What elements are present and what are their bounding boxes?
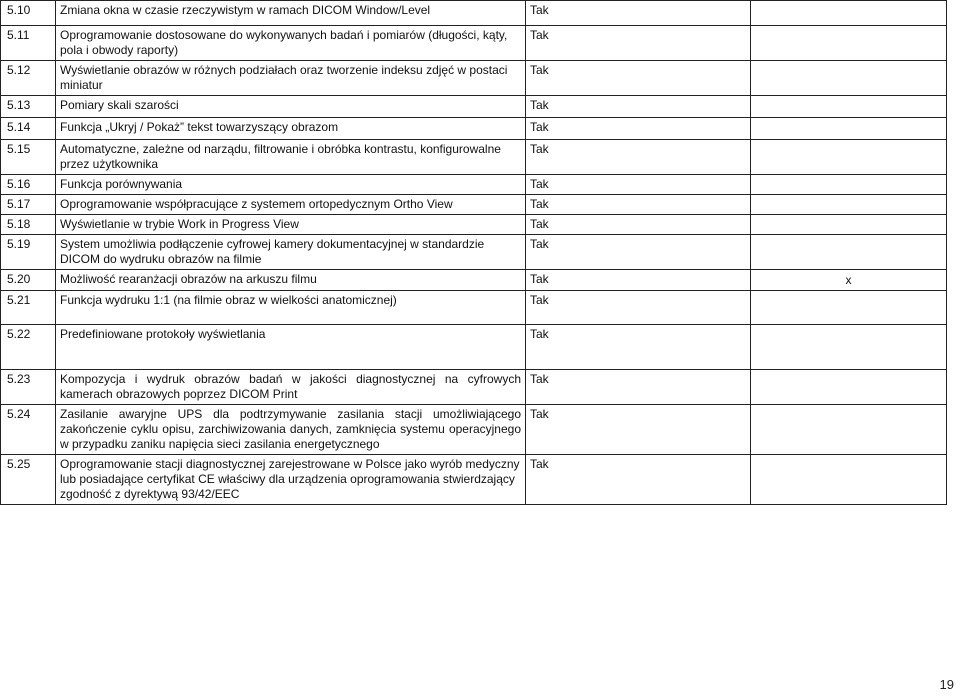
row-extra bbox=[751, 175, 947, 195]
row-extra: x bbox=[751, 270, 947, 291]
row-value: Tak bbox=[526, 291, 751, 325]
row-description: Oprogramowanie współpracujące z systemem ortopedycznym Ortho View bbox=[56, 195, 526, 215]
row-number: 5.15 bbox=[1, 140, 56, 175]
table-row bbox=[1, 96, 947, 118]
row-value: Tak bbox=[526, 195, 751, 215]
row-extra bbox=[751, 1, 947, 26]
row-number: 5.20 bbox=[1, 270, 56, 291]
row-extra bbox=[751, 96, 947, 118]
table-row bbox=[1, 270, 947, 291]
row-extra bbox=[751, 405, 947, 455]
row-description: Automatyczne, zależne od narządu, filtrowanie i obróbka kontrastu, konfigurowalne przez użytkownika bbox=[56, 140, 526, 175]
row-value: Tak bbox=[526, 96, 751, 118]
row-description: Oprogramowanie dostosowane do wykonywanych badań i pomiarów (długości, kąty, pola i obwody raporty) bbox=[56, 26, 526, 61]
table-row bbox=[1, 26, 947, 61]
row-extra bbox=[751, 140, 947, 175]
row-number: 5.16 bbox=[1, 175, 56, 195]
table-row bbox=[1, 118, 947, 140]
row-description: Wyświetlanie w trybie Work in Progress View bbox=[56, 215, 526, 235]
row-value: Tak bbox=[526, 405, 751, 455]
row-extra bbox=[751, 455, 947, 505]
table-row bbox=[1, 215, 947, 235]
row-number: 5.13 bbox=[1, 96, 56, 118]
row-number: 5.10 bbox=[1, 1, 56, 26]
row-extra bbox=[751, 26, 947, 61]
row-number: 5.14 bbox=[1, 118, 56, 140]
row-number: 5.11 bbox=[1, 26, 56, 61]
row-value: Tak bbox=[526, 118, 751, 140]
row-value: Tak bbox=[526, 175, 751, 195]
table-row bbox=[1, 455, 947, 505]
row-number: 5.21 bbox=[1, 291, 56, 325]
row-description: Wyświetlanie obrazów w różnych podziałach oraz tworzenie indeksu zdjęć w postaci miniatur bbox=[56, 61, 526, 96]
row-description: Funkcja „Ukryj / Pokaż” tekst towarzyszący obrazom bbox=[56, 118, 526, 140]
table-row bbox=[1, 405, 947, 455]
row-description: Funkcja wydruku 1:1 (na filmie obraz w wielkości anatomicznej) bbox=[56, 291, 526, 325]
table-row bbox=[1, 175, 947, 195]
row-description: Zmiana okna w czasie rzeczywistym w ramach DICOM Window/Level bbox=[56, 1, 526, 26]
row-value: Tak bbox=[526, 455, 751, 505]
row-extra bbox=[751, 291, 947, 325]
row-number: 5.18 bbox=[1, 215, 56, 235]
row-number: 5.19 bbox=[1, 235, 56, 270]
row-number: 5.23 bbox=[1, 370, 56, 405]
row-description: Predefiniowane protokoły wyświetlania bbox=[56, 325, 526, 370]
table-row bbox=[1, 195, 947, 215]
row-number: 5.24 bbox=[1, 405, 56, 455]
row-number: 5.22 bbox=[1, 325, 56, 370]
row-value: Tak bbox=[526, 325, 751, 370]
table-row bbox=[1, 291, 947, 325]
row-extra bbox=[751, 215, 947, 235]
row-description: Oprogramowanie stacji diagnostycznej zarejestrowane w Polsce jako wyrób medyczny lub posiadające certyfikat CE właściwy dla urządzenia oprogramowania stwierdzający zgodność z dyrektywą 93/42/EEC bbox=[56, 455, 526, 505]
row-extra bbox=[751, 325, 947, 370]
table-row bbox=[1, 325, 947, 370]
row-value: Tak bbox=[526, 270, 751, 291]
row-value: Tak bbox=[526, 26, 751, 61]
row-value: Tak bbox=[526, 370, 751, 405]
row-description: Zasilanie awaryjne UPS dla podtrzymywanie zasilania stacji umożliwiającego zakończenie cyklu opisu, zarchiwizowania danych, zamknięcia systemu operacyjnego w przypadku zaniku napięcia sieci zasilania energetycznego bbox=[56, 405, 526, 455]
row-number: 5.12 bbox=[1, 61, 56, 96]
row-value: Tak bbox=[526, 215, 751, 235]
row-value: Tak bbox=[526, 140, 751, 175]
row-number: 5.25 bbox=[1, 455, 56, 505]
table-row bbox=[1, 235, 947, 270]
row-description: System umożliwia podłączenie cyfrowej kamery dokumentacyjnej w standardzie DICOM do wydruku obrazów na filmie bbox=[56, 235, 526, 270]
row-description: Możliwość rearanżacji obrazów na arkuszu filmu bbox=[56, 270, 526, 291]
table-row bbox=[1, 370, 947, 405]
row-description: Funkcja porównywania bbox=[56, 175, 526, 195]
row-extra bbox=[751, 370, 947, 405]
row-value: Tak bbox=[526, 1, 751, 26]
row-value: Tak bbox=[526, 235, 751, 270]
row-value: Tak bbox=[526, 61, 751, 96]
row-extra bbox=[751, 195, 947, 215]
row-description: Pomiary skali szarości bbox=[56, 96, 526, 118]
row-extra bbox=[751, 235, 947, 270]
table-row bbox=[1, 140, 947, 175]
row-number: 5.17 bbox=[1, 195, 56, 215]
row-extra bbox=[751, 118, 947, 140]
table-row bbox=[1, 1, 947, 26]
table-row bbox=[1, 61, 947, 96]
row-extra bbox=[751, 61, 947, 96]
row-description: Kompozycja i wydruk obrazów badań w jakości diagnostycznej na cyfrowych kamerach obrazowych poprzez DICOM Print bbox=[56, 370, 526, 405]
page-number: 19 bbox=[939, 677, 954, 692]
